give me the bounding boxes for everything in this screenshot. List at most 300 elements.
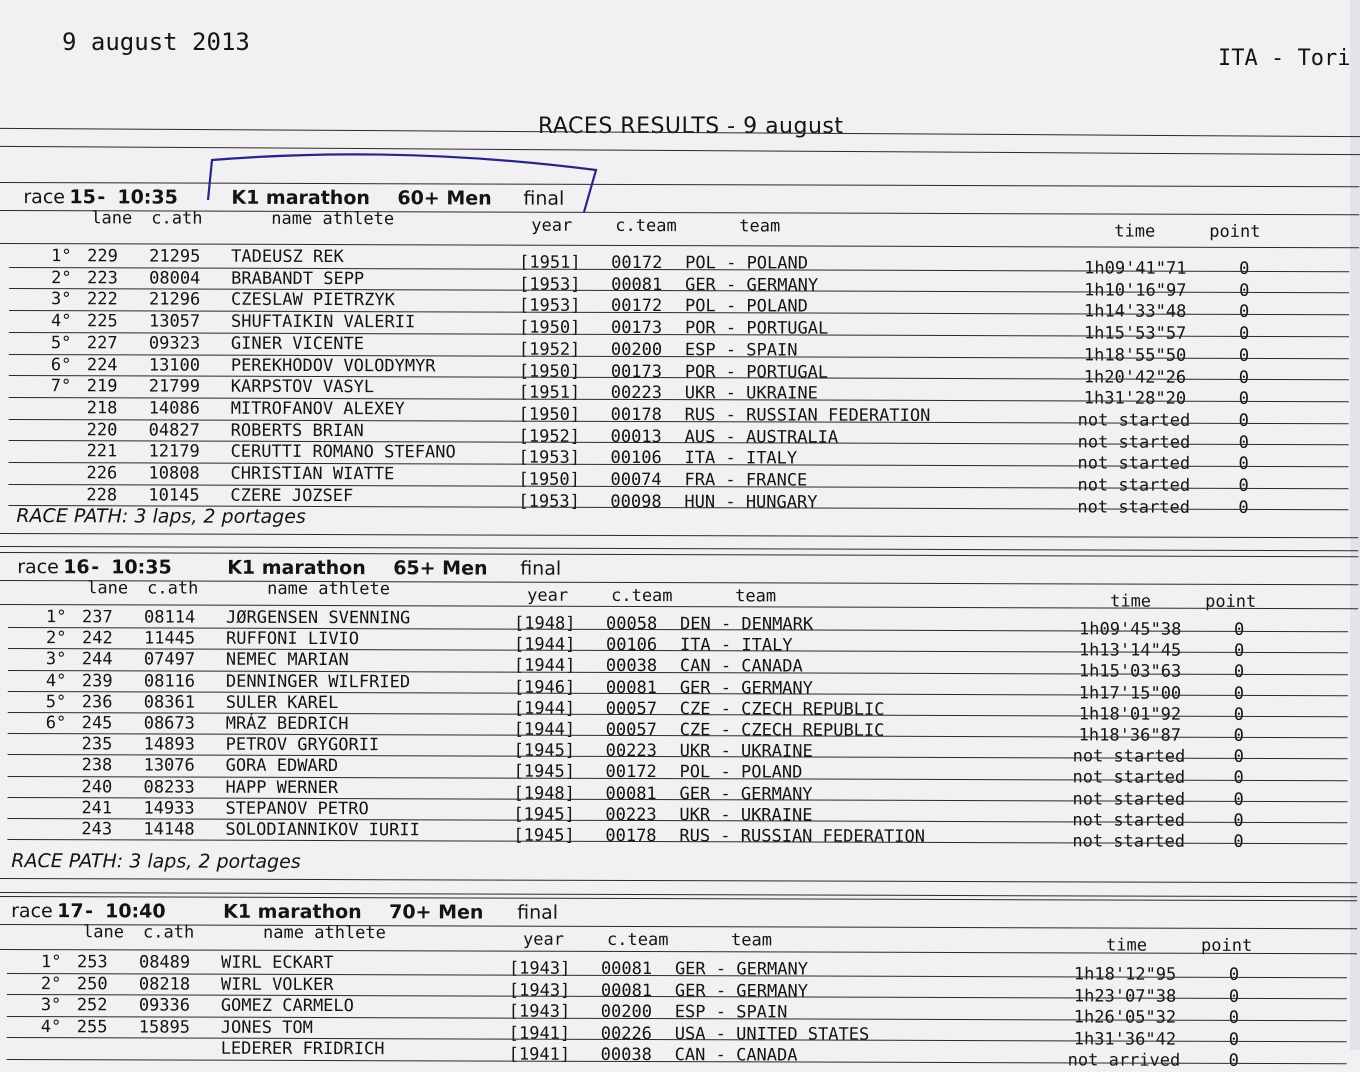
birth-year-cell: [1943]: [508, 980, 571, 1001]
time-cell: 1h18'01"92: [1078, 704, 1182, 725]
team-code-cell: 00200: [600, 1001, 653, 1023]
team-cell: POL - POLAND: [685, 296, 808, 317]
point-cell: 0: [1238, 454, 1249, 475]
team-code-cell: 00178: [610, 404, 662, 425]
race-category: 70+ Men: [389, 901, 484, 924]
time-cell: not started: [1072, 767, 1186, 789]
athlete-code-cell: 08361: [143, 692, 196, 713]
column-header-lane: lane: [83, 922, 125, 943]
point-cell: 0: [1238, 367, 1250, 388]
time-cell: not started: [1072, 810, 1186, 831]
time-cell: 1h17'15"00: [1078, 682, 1182, 704]
column-header-point: point: [1205, 591, 1257, 612]
column-header-team: team: [731, 930, 773, 951]
time-cell: not started: [1077, 497, 1191, 518]
lane-cell: 239: [81, 670, 113, 691]
lane-cell: 237: [82, 607, 113, 628]
athlete-name-cell: HAPP WERNER: [225, 777, 339, 798]
athlete-code-cell: 15895: [138, 1016, 190, 1038]
rank-cell: 1°: [51, 246, 72, 267]
point-cell: 0: [1233, 747, 1244, 768]
lane-cell: 223: [87, 267, 118, 289]
point-cell: 0: [1233, 641, 1245, 662]
birth-year-cell: [1945]: [513, 804, 575, 825]
lane-cell: 253: [76, 952, 108, 973]
athlete-name-cell: PETROV GRYGORII: [225, 734, 380, 756]
athlete-code-cell: 04827: [148, 420, 200, 441]
race-path-note: RACE PATH: 3 laps, 2 portages: [11, 850, 301, 873]
time-cell: 1h26'05"32: [1073, 1007, 1177, 1028]
race-number: 15: [69, 186, 96, 209]
time-cell: 1h18'55"50: [1083, 345, 1187, 366]
athlete-name-cell: CZERE JOZSEF: [230, 485, 354, 506]
rank-cell: 3°: [40, 995, 62, 1016]
athlete-code-cell: 13076: [143, 755, 195, 777]
time-cell: 1h15'03"63: [1078, 661, 1182, 683]
team-cell: ESP - SPAIN: [684, 339, 798, 361]
athlete-code-cell: 14086: [148, 398, 200, 419]
team-cell: RUS - RUSSIAN FEDERATION: [684, 405, 931, 426]
point-cell: 0: [1238, 389, 1250, 410]
athlete-name-cell: CZESLAW PIETRZYK: [231, 290, 395, 311]
lane-cell: 243: [81, 819, 113, 840]
point-cell: 0: [1228, 1007, 1240, 1028]
team-code-cell: 00106: [605, 635, 658, 656]
team-code-cell: 00057: [605, 719, 657, 741]
point-cell: 0: [1233, 810, 1244, 831]
race-divider: [0, 896, 1357, 901]
athlete-name-cell: CERUTTI ROMANO STEFANO: [230, 442, 456, 463]
athlete-code-cell: 09323: [148, 333, 201, 354]
rank-cell: 4°: [50, 311, 72, 332]
point-cell: 0: [1233, 768, 1244, 789]
time-cell: not started: [1072, 788, 1186, 810]
athlete-name-cell: SULER KAREL: [225, 692, 339, 713]
column-header-cteam: c.team: [607, 929, 669, 951]
rank-cell: 1°: [46, 607, 67, 628]
lane-cell: 245: [81, 713, 113, 734]
race-path-note: RACE PATH: 3 laps, 2 portages: [16, 505, 306, 528]
race-label: race: [17, 556, 59, 579]
birth-year-cell: [1946]: [513, 677, 576, 698]
team-cell: POL - POLAND: [679, 762, 803, 783]
team-code-cell: 00038: [600, 1044, 652, 1066]
time-cell: not started: [1077, 431, 1191, 453]
athlete-name-cell: WIRL ECKART: [220, 952, 334, 974]
team-cell: GER - GERMANY: [679, 677, 813, 699]
athlete-name-cell: ROBERTS BRIAN: [230, 420, 364, 441]
birth-year-cell: [1951]: [518, 382, 581, 404]
race-time: 10:40: [105, 900, 166, 923]
team-code-cell: 00081: [600, 980, 653, 1001]
time-cell: 1h23'07"38: [1073, 985, 1177, 1007]
rank-cell: 1°: [40, 952, 62, 973]
athlete-name-cell: JONES TOM: [220, 1017, 313, 1038]
birth-year-cell: [1944]: [513, 698, 576, 719]
team-cell: CZE - CZECH REPUBLIC: [679, 698, 885, 720]
team-cell: CAN - CANADA: [679, 656, 803, 677]
rank-cell: 3°: [51, 289, 72, 310]
time-cell: 1h13'14"45: [1078, 640, 1182, 661]
athlete-name-cell: KARPSTOV VASYL: [230, 376, 375, 398]
birth-year-cell: [1944]: [513, 656, 576, 677]
lane-cell: 235: [81, 734, 113, 755]
time-cell: not started: [1072, 831, 1185, 852]
team-cell: ITA - ITALY: [679, 635, 793, 656]
athlete-code-cell: 13057: [148, 311, 201, 332]
athlete-code-cell: 08218: [138, 973, 191, 995]
page-edge: [1350, 0, 1360, 1050]
team-cell: ITA - ITALY: [684, 448, 798, 469]
team-cell: UKR - UKRAINE: [679, 741, 813, 762]
document-date: 9 august 2013: [62, 28, 250, 56]
column-header-year: year: [523, 929, 565, 950]
point-cell: 0: [1228, 964, 1240, 985]
time-cell: not started: [1072, 746, 1186, 767]
point-cell: 0: [1233, 683, 1245, 704]
athlete-code-cell: 08489: [138, 952, 191, 973]
team-code-cell: 00172: [611, 296, 663, 317]
athlete-name-cell: PEREKHODOV VOLODYMYR: [230, 355, 436, 376]
lane-cell: 222: [87, 289, 118, 310]
lane-cell: 221: [86, 441, 118, 462]
birth-year-cell: [1950]: [518, 361, 581, 382]
column-header-name: name athlete: [263, 922, 386, 944]
rank-cell: 4°: [45, 670, 67, 691]
point-cell: 0: [1238, 323, 1250, 345]
column-header-team: team: [735, 586, 777, 607]
lane-cell: 250: [76, 973, 108, 994]
race-dash: -: [97, 186, 106, 209]
time-cell: 1h09'41"71: [1084, 258, 1187, 279]
birth-year-cell: [1953]: [518, 491, 580, 512]
birth-year-cell: [1944]: [513, 719, 576, 740]
column-header-cath: c.ath: [143, 922, 195, 943]
column-header-cteam: c.team: [611, 585, 673, 607]
team-cell: CZE - CZECH REPUBLIC: [679, 720, 885, 741]
point-cell: 0: [1238, 432, 1249, 453]
athlete-name-cell: BRABANDT SEPP: [231, 268, 365, 289]
rank-cell: 6°: [45, 713, 67, 734]
column-header-lane: lane: [87, 578, 129, 599]
time-cell: 1h18'36"87: [1078, 725, 1182, 746]
lane-cell: 228: [86, 484, 118, 506]
birth-year-cell: [1941]: [508, 1023, 571, 1044]
race-divider: [0, 924, 1357, 929]
lane-cell: 226: [86, 463, 118, 484]
lane-cell: 225: [86, 311, 118, 332]
athlete-code-cell: 13100: [148, 354, 201, 376]
team-code-cell: 00013: [610, 426, 662, 447]
rank-cell: 5°: [45, 691, 67, 713]
birth-year-cell: [1943]: [508, 1001, 571, 1022]
athlete-code-cell: 21799: [148, 376, 201, 397]
team-code-cell: 00106: [610, 448, 662, 469]
team-code-cell: 00173: [610, 361, 663, 382]
birth-year-cell: [1952]: [518, 339, 581, 360]
athlete-code-cell: 11445: [143, 628, 196, 649]
team-code-cell: 00178: [605, 825, 657, 847]
lane-cell: 236: [81, 692, 113, 713]
rank-cell: 4°: [40, 1016, 62, 1037]
time-cell: 1h18'12"95: [1073, 964, 1177, 985]
point-cell: 0: [1239, 258, 1250, 279]
team-code-cell: 00081: [605, 677, 658, 698]
time-cell: 1h10'16"97: [1084, 280, 1187, 301]
team-code-cell: 00081: [600, 958, 653, 980]
team-code-cell: 00172: [611, 252, 663, 274]
team-code-cell: 00173: [610, 318, 663, 339]
birth-year-cell: [1941]: [508, 1044, 571, 1065]
athlete-name-cell: CHRISTIAN WIATTE: [230, 463, 395, 485]
column-header-name: name athlete: [271, 208, 395, 230]
team-code-cell: 00223: [610, 383, 662, 404]
lane-cell: 229: [87, 246, 118, 267]
race-event: K1 marathon: [223, 900, 362, 924]
point-cell: 0: [1238, 302, 1250, 323]
team-cell: POL - POLAND: [685, 253, 809, 274]
athlete-code-cell: 10145: [148, 485, 200, 506]
athlete-code-cell: 07497: [143, 649, 196, 671]
venue-label: ITA - Tori: [1218, 46, 1351, 71]
time-cell: not started: [1077, 475, 1191, 496]
race-number: 17: [57, 900, 84, 923]
birth-year-cell: [1943]: [508, 958, 571, 979]
time-cell: 1h15'53"57: [1083, 323, 1187, 344]
column-header-year: year: [527, 585, 569, 606]
athlete-code-cell: 14893: [143, 734, 195, 755]
birth-year-cell: [1953]: [519, 274, 581, 295]
race-divider: [0, 546, 1358, 551]
team-code-cell: 00200: [610, 339, 663, 360]
point-cell: 0: [1238, 410, 1249, 431]
birth-year-cell: [1953]: [518, 447, 581, 469]
athlete-name-cell: WIRL VOLKER: [220, 974, 334, 995]
column-header-team: team: [739, 216, 781, 237]
athlete-name-cell: STEPANOV PETRO: [225, 798, 369, 819]
lane-cell: 244: [81, 649, 113, 670]
race-event: K1 marathon: [227, 556, 366, 580]
athlete-name-cell: SOLODIANNIKOV IURII: [225, 819, 420, 841]
lane-cell: 227: [86, 333, 118, 354]
race-dash: -: [91, 556, 100, 579]
race-label: race: [11, 900, 53, 923]
time-cell: 1h31'36"42: [1073, 1028, 1177, 1050]
birth-year-cell: [1950]: [518, 404, 581, 425]
lane-cell: 218: [86, 398, 118, 419]
lane-cell: 241: [81, 798, 113, 819]
team-code-cell: 00172: [605, 762, 657, 783]
team-code-cell: 00223: [605, 804, 657, 825]
rank-cell: 3°: [45, 649, 67, 670]
birth-year-cell: [1951]: [519, 252, 581, 273]
team-code-cell: 00223: [605, 741, 657, 762]
rank-cell: 2°: [51, 267, 72, 288]
race-phase: final: [523, 187, 565, 210]
birth-year-cell: [1945]: [513, 825, 575, 846]
race-label: race: [23, 186, 66, 209]
team-cell: DEN - DENMARK: [680, 614, 814, 635]
athlete-name-cell: MRÁZ BEDRICH: [225, 713, 349, 735]
team-cell: CAN - CANADA: [674, 1045, 798, 1066]
lane-cell: 224: [86, 354, 118, 375]
birth-year-cell: [1945]: [513, 740, 576, 761]
time-cell: not started: [1077, 453, 1191, 475]
rank-cell: 2°: [40, 973, 62, 994]
athlete-name-cell: LEDERER FRIDRICH: [220, 1038, 385, 1060]
athlete-code-cell: 08004: [149, 268, 201, 289]
athlete-code-cell: 08114: [144, 607, 196, 628]
athlete-code-cell: 21296: [149, 289, 201, 311]
point-cell: 0: [1228, 1029, 1240, 1050]
race-category: 65+ Men: [393, 557, 488, 580]
birth-year-cell: [1948]: [514, 613, 576, 634]
column-header-lane: lane: [91, 208, 133, 229]
birth-year-cell: [1950]: [518, 469, 580, 490]
team-code-cell: 00081: [611, 274, 663, 295]
point-cell: 0: [1233, 725, 1244, 746]
athlete-code-cell: 14148: [143, 819, 195, 840]
team-cell: AUS - AUSTRALIA: [684, 426, 839, 448]
point-cell: 0: [1228, 1050, 1239, 1071]
athlete-name-cell: TADEUSZ REK: [231, 246, 344, 268]
team-cell: GER - GERMANY: [679, 783, 813, 805]
column-header-cath: c.ath: [151, 208, 203, 229]
birth-year-cell: [1950]: [518, 317, 581, 338]
team-cell: FRA - FRANCE: [684, 470, 808, 491]
team-cell: UKR - UKRAINE: [684, 383, 818, 404]
athlete-code-cell: 21295: [149, 246, 201, 267]
point-cell: 0: [1233, 619, 1245, 640]
column-header-point: point: [1201, 935, 1253, 956]
birth-year-cell: [1953]: [519, 296, 581, 317]
point-cell: 0: [1238, 475, 1249, 496]
time-cell: 1h14'33"48: [1083, 301, 1187, 323]
point-cell: 0: [1233, 831, 1244, 852]
team-cell: ESP - SPAIN: [674, 1002, 788, 1023]
point-cell: 0: [1233, 662, 1245, 683]
athlete-code-cell: 08116: [143, 671, 196, 692]
race-category: 60+ Men: [397, 187, 492, 210]
column-header-year: year: [531, 215, 573, 236]
point-cell: 0: [1238, 497, 1249, 518]
race-divider: [0, 533, 1358, 538]
race-phase: final: [520, 557, 562, 580]
lane-cell: 238: [81, 755, 113, 776]
time-cell: 1h09'45"38: [1078, 619, 1182, 640]
athlete-code-cell: 08673: [143, 713, 195, 734]
athlete-name-cell: JØRGENSEN SVENNING: [226, 607, 411, 629]
race-event: K1 marathon: [231, 186, 370, 210]
divider: [0, 146, 1360, 155]
race-dash: -: [85, 900, 94, 923]
team-code-cell: 00058: [606, 613, 658, 635]
team-cell: GER - GERMANY: [674, 980, 808, 1002]
race-divider: [0, 182, 1359, 187]
race-divider: [0, 878, 1357, 883]
column-header-time: time: [1106, 935, 1148, 956]
point-cell: 0: [1233, 789, 1244, 810]
time-cell: not started: [1077, 410, 1191, 431]
athlete-code-cell: 14933: [143, 798, 195, 819]
team-cell: UKR - UKRAINE: [679, 804, 813, 826]
athlete-name-cell: RUFFONI LIVIO: [225, 628, 360, 650]
team-code-cell: 00038: [605, 656, 658, 677]
column-header-time: time: [1110, 591, 1152, 612]
rank-cell: 7°: [50, 376, 72, 397]
team-code-cell: 00098: [610, 491, 662, 512]
column-header-point: point: [1209, 221, 1261, 242]
team-cell: GER - GERMANY: [674, 959, 809, 980]
lane-cell: 252: [76, 995, 108, 1016]
team-code-cell: 00081: [605, 783, 657, 804]
team-cell: GER - GERMANY: [685, 274, 819, 296]
birth-year-cell: [1944]: [513, 634, 576, 655]
team-code-cell: 00057: [605, 698, 657, 719]
race-divider: [0, 552, 1358, 557]
athlete-code-cell: 08233: [143, 777, 195, 798]
athlete-code-cell: 09336: [138, 995, 191, 1016]
athlete-name-cell: MITROFANOV ALEXEY: [230, 398, 405, 420]
lane-cell: 255: [76, 1016, 108, 1037]
point-cell: 0: [1233, 704, 1245, 725]
lane-cell: 242: [81, 628, 113, 649]
team-cell: POR - PORTUGAL: [684, 318, 829, 339]
birth-year-cell: [1948]: [513, 783, 575, 804]
race-number: 16: [63, 556, 90, 579]
rank-cell: 6°: [50, 354, 72, 375]
time-cell: not arrived: [1067, 1050, 1181, 1071]
page-title: RACES RESULTS - 9 august: [538, 114, 844, 139]
point-cell: 0: [1239, 280, 1250, 301]
column-header-cteam: c.team: [615, 215, 677, 237]
athlete-name-cell: GORA EDWARD: [225, 756, 339, 777]
athlete-name-cell: DENNINGER WILFRIED: [225, 671, 411, 692]
rank-cell: 2°: [45, 628, 67, 649]
birth-year-cell: [1945]: [513, 762, 576, 783]
column-header-time: time: [1114, 221, 1156, 242]
lane-cell: 240: [81, 776, 113, 797]
athlete-name-cell: GOMEZ CARMELO: [220, 995, 354, 1017]
athlete-name-cell: NEMEC MARIAN: [225, 650, 349, 671]
team-code-cell: 00074: [610, 469, 662, 491]
point-cell: 0: [1228, 986, 1240, 1007]
race-time: 10:35: [111, 556, 172, 579]
athlete-code-cell: 10808: [148, 463, 200, 484]
race-divider: [0, 210, 1359, 215]
team-cell: HUN - HUNGARY: [684, 491, 818, 513]
team-code-cell: 00226: [600, 1023, 652, 1044]
athlete-name-cell: SHUFTAIKIN VALERII: [230, 311, 416, 333]
race-phase: final: [517, 901, 559, 924]
birth-year-cell: [1952]: [518, 426, 581, 447]
team-cell: POR - PORTUGAL: [684, 361, 829, 383]
team-cell: RUS - RUSSIAN FEDERATION: [679, 826, 926, 847]
column-header-name: name athlete: [267, 578, 391, 600]
column-header-cath: c.ath: [147, 578, 199, 599]
point-cell: 0: [1238, 345, 1250, 366]
lane-cell: 220: [86, 419, 118, 440]
rank-cell: 5°: [50, 332, 72, 354]
race-time: 10:35: [117, 186, 178, 209]
lane-cell: 219: [86, 376, 118, 397]
team-cell: USA - UNITED STATES: [674, 1023, 870, 1045]
time-cell: 1h20'42"26: [1083, 366, 1187, 388]
athlete-name-cell: GINER VICENTE: [230, 333, 365, 354]
athlete-code-cell: 12179: [148, 441, 200, 462]
time-cell: 1h31'28"20: [1083, 388, 1187, 409]
race-divider: [0, 580, 1358, 585]
